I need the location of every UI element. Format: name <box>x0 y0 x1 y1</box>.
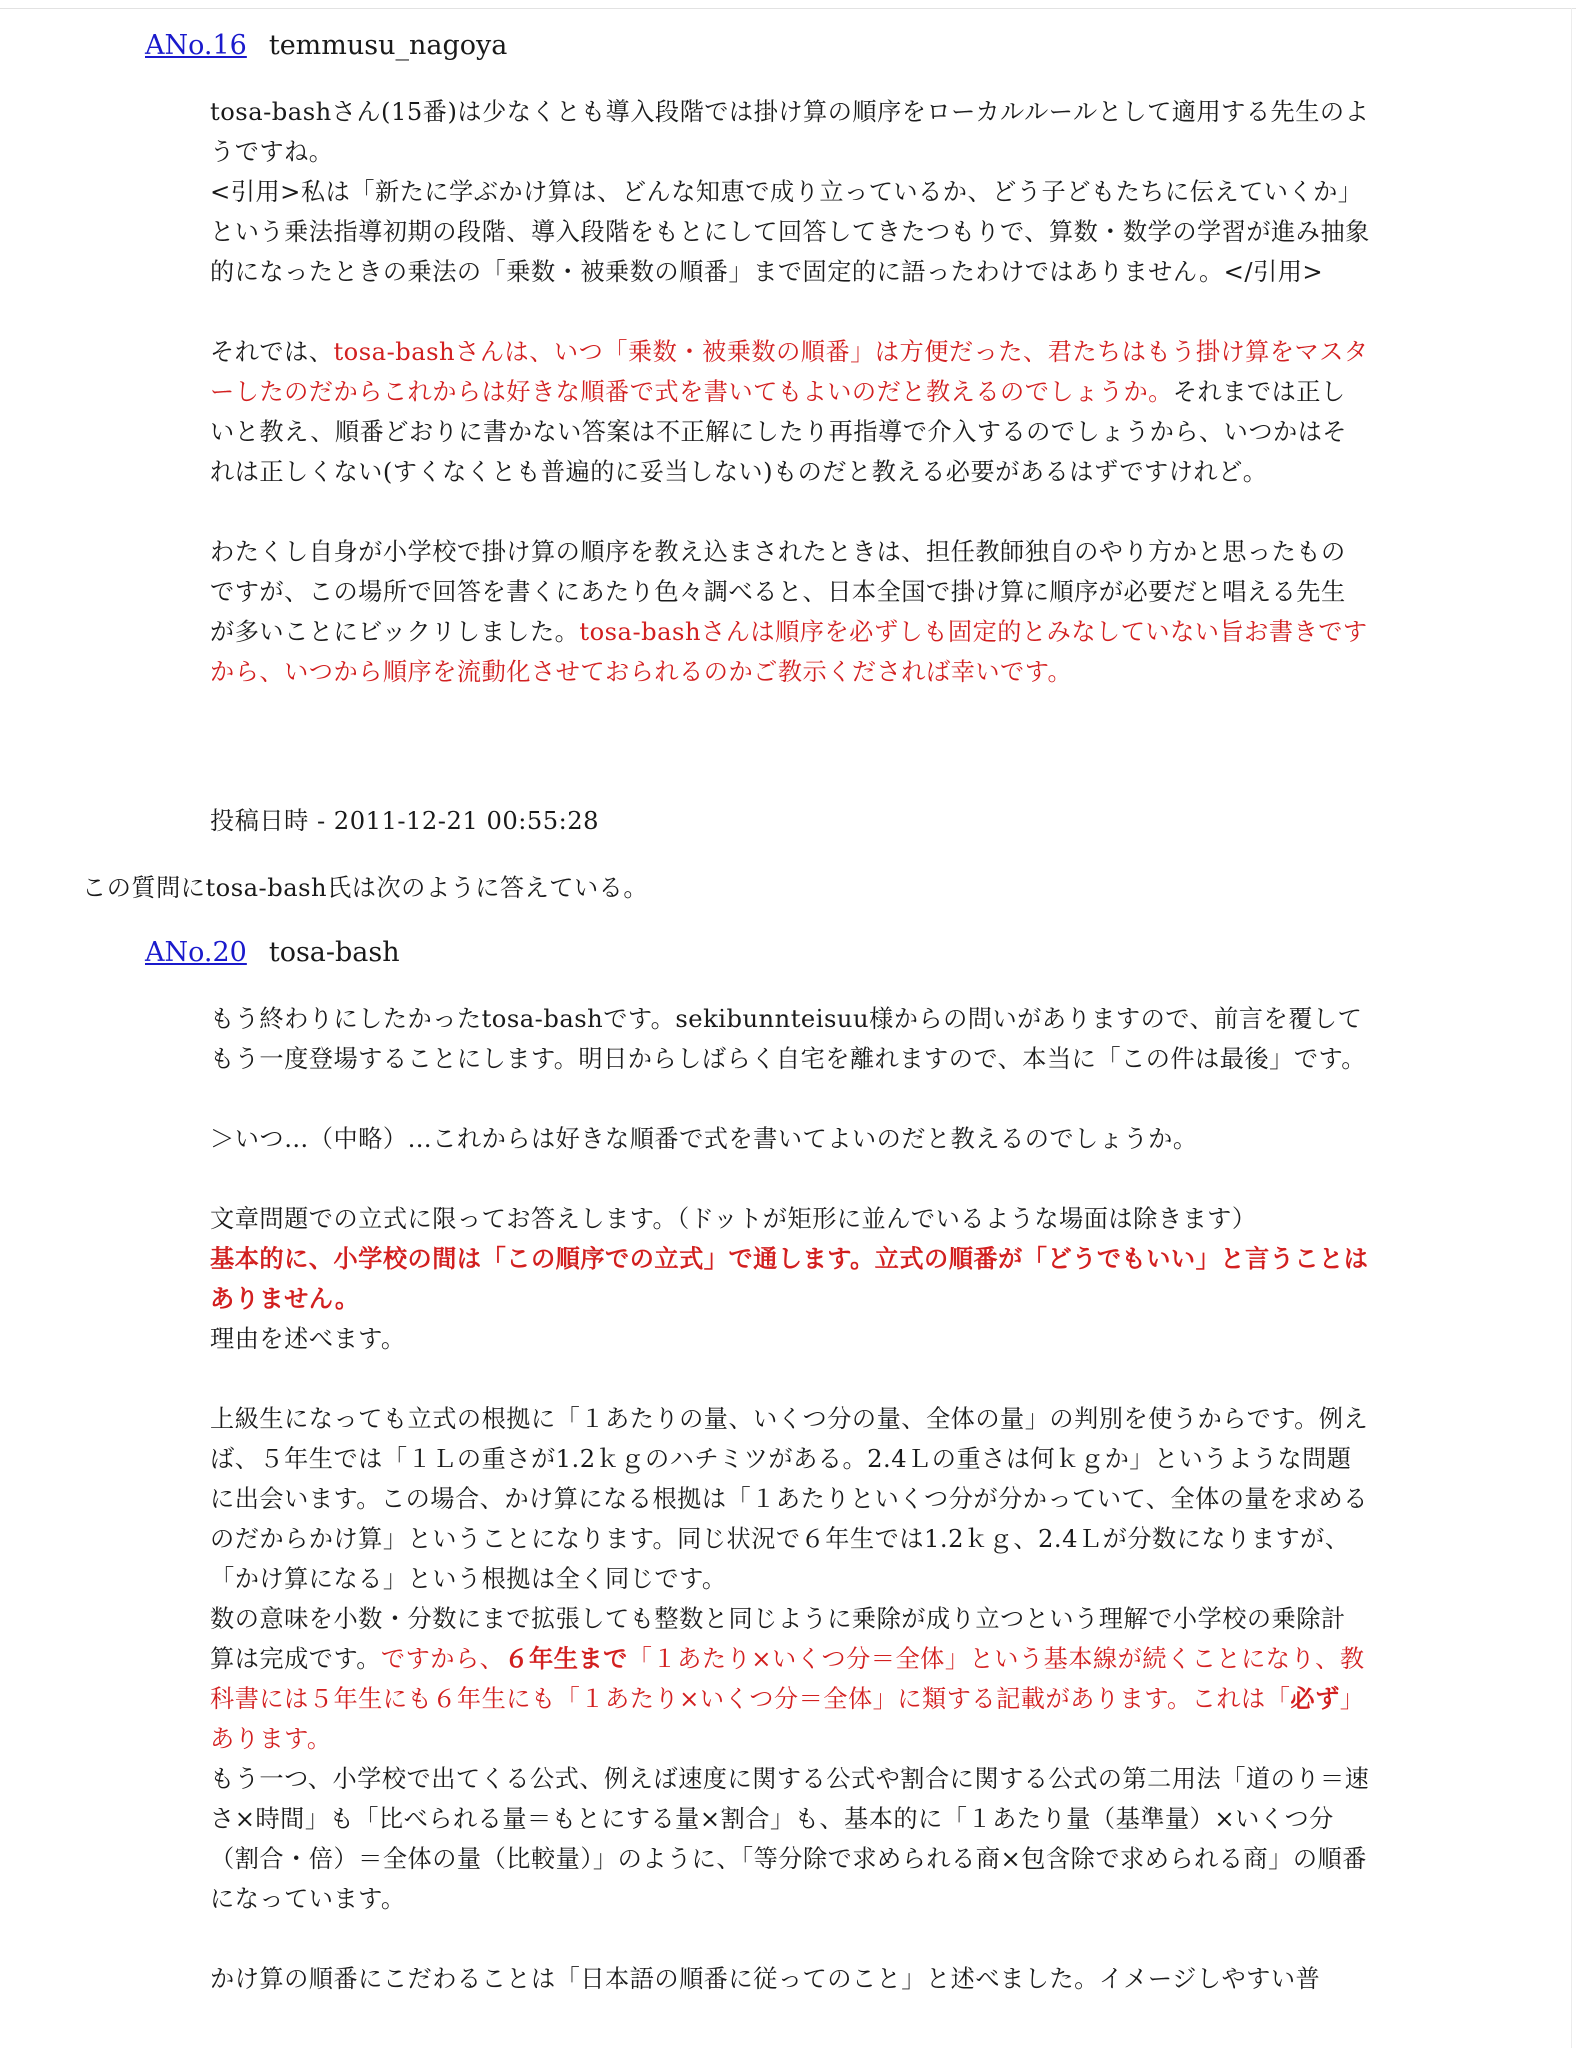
spacer <box>210 492 1370 532</box>
answer20-paragraph-4: 上級生になっても立式の根拠に「１あたりの量、いくつ分の量、全体の量」の判別を使うからです。例えば、５年生では「１Ｌの重さが1.2ｋｇのハチミツがある。2.4Ｌの重さは何ｋｇか」というような問題に出会います。この場合、かけ算になる根拠は「１あたりといくつ分が分かっていて、全体の量を求めるのだからかけ算」ということになります。同じ状況で６年生では1.2ｋｇ、2.4Ｌが分数になりますが、「かけ算になる」という根拠は全く同じです。 <box>210 1405 1369 1593</box>
answer-number-link-20[interactable]: ANo.20 <box>145 937 247 968</box>
answer16-p4-prefix: わたくし自身が小学校で掛け算の順序を教え込まされたときは、担任教師独自のやり方かと思ったものですが、この場所で回答を書くにあたり色々調べると、日本全国で掛け算に順序が必要だと唱える先生が多いことにビックリしました。 <box>210 538 1346 646</box>
answer16-post-date: 投稿日時 - 2011-12-21 00:55:28 <box>210 807 600 835</box>
spacer <box>210 292 1370 332</box>
narrative-text: この質問にtosa-bash氏は次のように答えている。 <box>82 874 649 902</box>
answer20-paragraph-1: もう終わりにしたかったtosa-bashです。sekibunnteisuu様からの問いがありますので、前言を覆してもう一度登場することにします。明日からしばらく自宅を離れますので、本当に「この件は最後」です。 <box>210 1005 1366 1073</box>
answer20-p5-highlight-bold-1: ６年生まで <box>504 1644 628 1673</box>
answer-number-link-16[interactable]: ANo.16 <box>145 30 247 61</box>
spacer <box>210 1919 1370 1959</box>
answer-body-20 <box>210 999 1370 1999</box>
answer16-paragraph-3 <box>210 332 1370 492</box>
spacer <box>210 1359 1370 1399</box>
answer16-p3-highlight: tosa-bashさんは、いつ「乗数・被乗数の順番」は方便だった、君たちはもう掛け算をマスターしたのだからこれからは好きな順番で式を書いてもよいのだと教えるのでしょうか。 <box>210 338 1369 406</box>
answer16-p3-suffix: それまでは正しいと教え、順番どおりに書かない答案は不正解にしたり再指導で介入するのでしょうから、いつかはそれは正しくない(すくなくとも普遍的に妥当しない)ものだと教える必要があるはずですけれど。 <box>210 378 1348 486</box>
answer20-p5-highlight-2: 「１あたり×いくつ分＝全体」という基本線が続くことになり、教科書には５年生にも６年生にも「１あたり×いくつ分＝全体」に類する記載があります。これは「 <box>210 1645 1365 1713</box>
right-divider <box>1571 8 1572 2048</box>
top-divider <box>0 8 1576 9</box>
answer20-paragraph-2: ＞いつ…（中略）…これからは好きな順番で式を書いてよいのだと教えるのでしょうか。 <box>210 1125 1198 1153</box>
answer20-p5-prefix: 数の意味を小数・分数にまで拡張しても整数と同じように乗除が成り立つという理解で小学校の乗除計算は完成です。 <box>210 1605 1346 1673</box>
answer20-paragraph-7: かけ算の順番にこだわることは「日本語の順番に従ってのこと」と述べました。イメージしやすい普 <box>210 1965 1321 1993</box>
answer20-p5-highlight-1: ですから、 <box>380 1645 505 1673</box>
answer-header-16 <box>145 26 507 66</box>
answer20-paragraph-3-after: 理由を述べます。 <box>210 1325 406 1353</box>
spacer <box>210 1159 1370 1199</box>
answer20-paragraph-6: もう一つ、小学校で出てくる公式、例えば速度に関する公式や割合に関する公式の第二用法「道のり＝速さ×時間」も「比べられる量＝もとにする量×割合」も、基本的に「１あたり量（基準量）×いくつ分（割合・倍）＝全体の量（比較量）」のように、「等分除で求められる商×包含除で求められる商」の順番になっています。 <box>210 1765 1370 1913</box>
answer20-paragraph-5 <box>210 1599 1370 1759</box>
answer20-paragraph-3: 文章問題での立式に限ってお答えします。（ドットが矩形に並んでいるような場面は除きます） <box>210 1205 1257 1233</box>
answer16-p4-highlight: tosa-bashさんは順序を必ずしも固定的とみなしていない旨お書きですから、いつから順序を流動化させておられるのかご教示くだされば幸いです。 <box>210 618 1368 686</box>
answer-body-16 <box>210 92 1370 692</box>
answer20-paragraph-3-bold: 基本的に、小学校の間は「この順序での立式」で通します。立式の順番が「どうでもいい」と言うことはありません。 <box>210 1244 1369 1313</box>
answer20-p5-highlight-3: 」あります。 <box>210 1685 1365 1753</box>
answer16-p3-prefix: それでは、 <box>210 338 334 366</box>
answer20-p5-highlight-bold-2: 必ず <box>1290 1684 1340 1713</box>
spacer <box>210 1079 1370 1119</box>
answer16-paragraph-1: tosa-bashさん(15番)は少なくとも導入段階では掛け算の順序をローカルルールとして適用する先生のようですね。 <box>210 98 1370 166</box>
answer-header-20 <box>145 933 400 973</box>
answer-user-20: tosa-bash <box>268 937 400 968</box>
answer16-paragraph-2: <引用>私は「新たに学ぶかけ算は、どんな知恵で成り立っているか、どう子どもたちに伝えていくか」という乗法指導初期の段階、導入段階をもとにして回答してきたつもりで、算数・数学の学習が進み抽象的になったときの乗法の「乗数・被乗数の順番」まで固定的に語ったわけではありません。</引用> <box>210 178 1370 286</box>
answer16-paragraph-4 <box>210 532 1370 692</box>
answer-user-16: temmusu_nagoya <box>268 30 508 61</box>
